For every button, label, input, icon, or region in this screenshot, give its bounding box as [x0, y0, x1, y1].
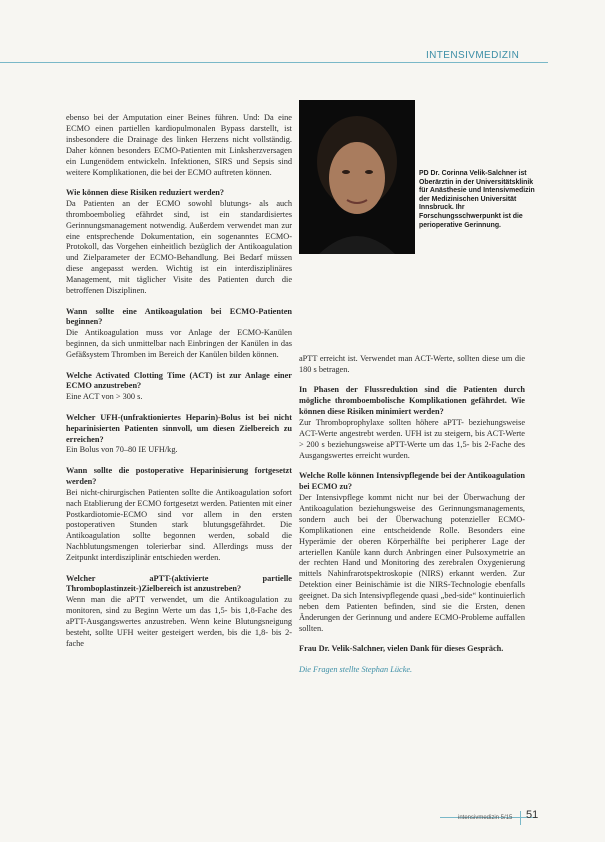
answer-text: Zur Thromboprophylaxe sollten höhere aPTT- beziehungsweise ACT-Werte angestrebt werden. UFH ist zu steigern, bis ACT-Werte > 200 s beziehungsweise aPTT-Werte um das 1,5- bis 2-Fache des Ausgangswertes erreicht wurden.: [299, 418, 525, 460]
qa-block: [299, 644, 525, 655]
qa-block: [66, 113, 292, 178]
qa-block: [66, 188, 292, 297]
answer-text: aPTT erreicht ist. Verwendet man ACT-Werte, sollten diese um die 180 s betragen.: [299, 354, 525, 374]
question-text: Wann sollte eine Antikoagulation bei ECMO-Patienten beginnen?: [66, 306, 292, 327]
answer-text: Wenn man die aPTT verwendet, um die Antikoagulation zu monitoren, sind zu Beginn Werte um das 1,5- bis 1,8-Fache des aPTT-Ausgangswertes anzustreben. Wenn keine Blutungsneigung besteht, sollte UFH weiter gesteigert werden, bis die 1,8- bis 2-fache: [66, 595, 292, 648]
question-text: Welche Rolle können Intensivpflegende bei der Antikoagulation bei ECMO zu?: [299, 471, 525, 492]
answer-text: Die Antikoagulation muss vor Anlage der ECMO-Kanülen beginnen, da sich unmittelbar nach Einbringen der Kanülen in das Gefäßsystem Thromben im Bereich der Kanülen bilden können.: [66, 328, 292, 360]
right-column: [299, 354, 525, 685]
page-footer: [440, 809, 550, 831]
question-text: Welcher aPTT-(aktivierte partielle Thromboplastinzeit-)Zielbereich ist anzustreben?: [66, 573, 292, 594]
answer-text: Der Intensivpflege kommt nicht nur bei der Überwachung der Antikoagulation beziehungsweise des Gerinnungsmanagements, sondern auch bei der Überwachung potenzieller ECMO-Komplikationen eine entscheidende Rolle. Besonders eine Hyperämie der oberen Körperhälfte bei peripherer Lage der arteriellen Kanüle kann durch Anbringen einer Pulsoxymetrie an der rechten Hand und Monitoring des zerebralen Oxygenierung mittels Nahinfrarotspektroskopie (NIRS) erkannt werden. Zur Detektion einer Beinischämie ist die NIRS-Technologie ebenfalls geeignet. Da sich Intensivpflegende quasi „bed-side“ kontinuierlich neben dem Patienten befinden, sind sie die Ersten, denen Änderungen der Gerinnung und andere ECMO-Probleme auffallen sollten.: [299, 492, 525, 633]
page-header: [0, 22, 605, 61]
header-rule: [0, 62, 548, 63]
answer-text: Ein Bolus von 70–80 IE UFH/kg.: [66, 445, 178, 455]
question-text: Wann sollte die postoperative Heparinisierung fortgesetzt werden?: [66, 465, 292, 486]
qa-block: [66, 307, 292, 362]
question-text: Welche Activated Clotting Time (ACT) ist zur Anlage einer ECMO anzustreben?: [66, 370, 292, 391]
qa-block: [66, 466, 292, 564]
answer-text: Da Patienten an der ECMO sowohl blutungs- als auch thromboembolieg efährdet sind, ist ein standardisiertes Gerinnungsmanagement notwendig. Außerdem verwendet man zur eine entsprechende Dokumentation, ein sogenanntes ECMO-Protokoll, das Vorgehen einheitlich bezüglich der Antikoagulation und Zielparameter der ECMO-Behandlung. Bei Bedarf müssen diese angepasst werden. Wichtig ist ein interdisziplinäres Management, mit täglicher Visite des Patienten durch die betroffenen Disziplinen.: [66, 198, 292, 296]
answer-text: Bei nicht-chirurgischen Patienten sollte die Antikoagulation sofort nach Etablierung der ECMO fortgesetzt werden. Patienten mit einer Postkardiotomie-ECMO sind vor allem in den ersten postoperativen Stunden stark blutungsgefährdet. Die Antikoagulation sollte begonnen werden, sobald die Nachblutungsmengen tolerierbar sind. Allerdings muss der Zeitpunkt interdisziplinär entschieden werden.: [66, 487, 292, 563]
photo-caption: PD Dr. Corinna Velik-Salchner ist Oberärztin in der Universitätsklinik für Anästhesie und Intensivmedizin der Medizinischen Universität Innsbruck. Ihr Forschungsschwerpunkt ist die perioperative Gerinnung.: [419, 170, 535, 229]
question-text: Frau Dr. Velik-Salchner, vielen Dank für dieses Gespräch.: [299, 644, 504, 654]
question-text: Welcher UFH-(unfraktioniertes Heparin)-Bolus ist bei nicht heparinisierten Patienten sinnvoll, um diesen Zielbereich zu erreichen?: [66, 412, 292, 444]
section-label: INTENSIVMEDIZIN: [426, 50, 520, 61]
author-photo: [299, 100, 415, 254]
portrait-image: [299, 100, 415, 254]
qa-block: [66, 574, 292, 650]
page-number: 51: [526, 809, 539, 821]
footer-publication: intensivmedizin 5/15: [458, 815, 513, 821]
qa-block: [66, 371, 292, 404]
interviewer-credit: Die Fragen stellte Stephan Lücke.: [299, 664, 413, 674]
qa-block: [299, 385, 525, 461]
qa-block: [66, 413, 292, 457]
footer-divider: [520, 811, 521, 825]
qa-block: [299, 471, 525, 635]
question-text: Wie können diese Risiken reduziert werden?: [66, 187, 225, 197]
answer-text: ebenso bei der Amputation einer Beines führen. Und: Da eine ECMO einen partiellen kardiopulmonalen Bypass darstellt, ist insbesondere die Drainage des linken Herzens nicht vollständig. Daher können besonders ECMO-Patienten mit Linksherzversagen ein Lungenödem entwickeln. Infektionen, SIRS und Sepsis sind weitere Komplikationen, die bei der ECMO auftreten können.: [66, 113, 292, 177]
question-text: In Phasen der Flussreduktion sind die Patienten durch mögliche thromboembolische Komplikationen gefährdet. Wie können diese Risiken minimiert werden?: [299, 385, 525, 417]
qa-block: [299, 354, 525, 376]
answer-text: Eine ACT von > 300 s.: [66, 392, 143, 402]
left-column: [66, 113, 292, 659]
